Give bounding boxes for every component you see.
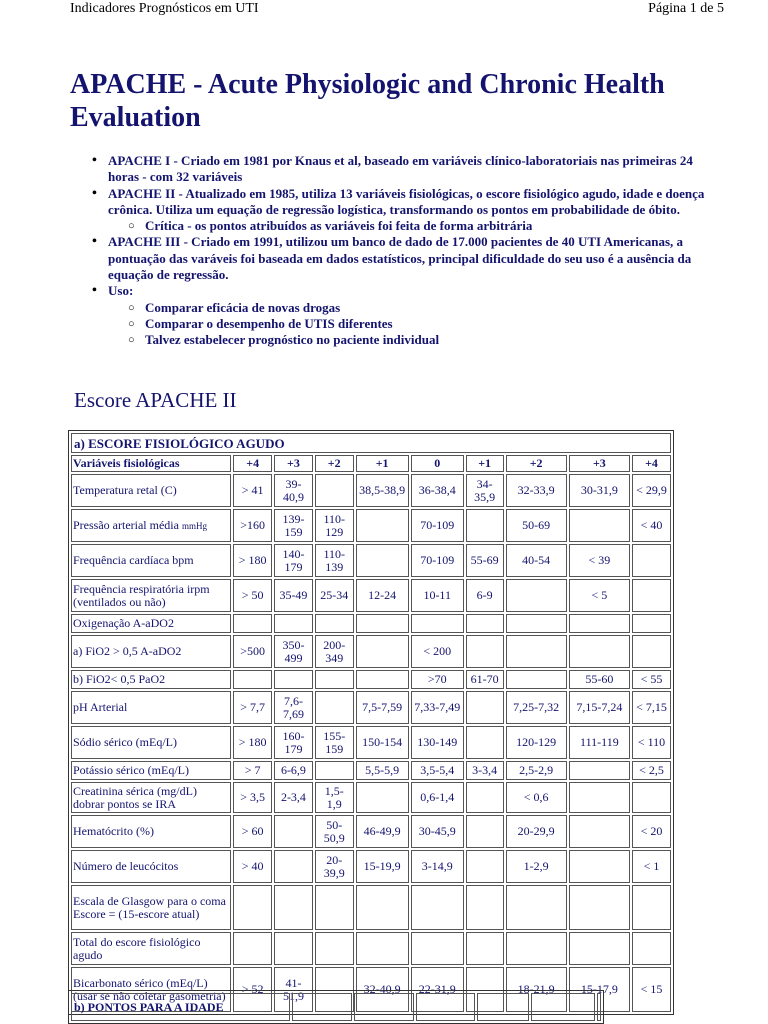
header-page-number: Página 1 de 5 <box>648 1 724 16</box>
column-header-points: +4 <box>233 455 272 472</box>
score-range-cell: 7,25-7,32 <box>506 691 567 724</box>
score-range-cell: 6-6,9 <box>274 761 313 780</box>
sub-list-item <box>128 316 712 332</box>
score-range-cell: < 110 <box>632 726 671 759</box>
score-range-cell <box>466 691 504 724</box>
score-range-cell: < 39 <box>569 544 630 577</box>
score-range-cell <box>233 670 272 689</box>
variable-label-text: Sódio sérico (mEq/L) <box>73 735 177 749</box>
score-range-cell: 30-31,9 <box>569 474 630 507</box>
score-range-cell: 155-159 <box>315 726 354 759</box>
score-range-cell: > 180 <box>233 544 272 577</box>
table-row <box>71 726 671 759</box>
variable-label-text: Hematócrito (%) <box>73 824 154 838</box>
score-range-cell <box>632 885 671 930</box>
score-range-cell: 55-60 <box>569 670 630 689</box>
score-range-cell: 20-39,9 <box>315 850 354 883</box>
variable-label-text: Oxigenação A-aDO2 <box>73 616 174 630</box>
score-range-cell <box>506 579 567 612</box>
score-range-cell <box>411 614 464 633</box>
score-range-cell: 35-49 <box>274 579 313 612</box>
score-range-cell: 34-35,9 <box>466 474 504 507</box>
score-range-cell: < 29,9 <box>632 474 671 507</box>
score-range-cell: 10-11 <box>411 579 464 612</box>
score-range-cell <box>569 815 630 848</box>
score-range-cell <box>411 885 464 930</box>
score-range-cell <box>233 614 272 633</box>
score-range-cell: 2,5-2,9 <box>506 761 567 780</box>
score-range-cell <box>506 932 567 965</box>
score-range-cell: 150-154 <box>356 726 409 759</box>
sub-bullet-text: Comparar eficácia de novas drogas <box>145 299 341 315</box>
score-range-cell: < 200 <box>411 635 464 668</box>
score-range-cell: < 40 <box>632 509 671 542</box>
score-range-cell <box>233 885 272 930</box>
score-range-cell <box>569 782 630 813</box>
score-range-cell: 50-69 <box>506 509 567 542</box>
score-range-cell <box>274 932 313 965</box>
variable-label-text: Potássio sérico (mEq/L) <box>73 763 189 777</box>
bullet-text: Uso: <box>108 283 134 299</box>
score-range-cell <box>632 782 671 813</box>
score-range-cell <box>274 850 313 883</box>
bullet-text: APACHE II - Atualizado em 1985, utiliza 13 variáveis fisiológicas, o escore fisiológico agudo, idade e doença crônica. Utiliza um equação de regressão logística, transformando os pontos em probabilidade de óbito. <box>108 185 705 217</box>
score-range-cell: 0,6-1,4 <box>411 782 464 813</box>
score-range-cell: > 60 <box>233 815 272 848</box>
page-title: APACHE - Acute Physiologic and Chronic Health Evaluation <box>70 69 665 133</box>
score-range-cell <box>506 885 567 930</box>
score-range-cell: 350-499 <box>274 635 313 668</box>
score-range-cell <box>356 670 409 689</box>
score-range-cell <box>632 635 671 668</box>
score-range-cell <box>506 635 567 668</box>
table-row <box>71 614 671 633</box>
column-header-points: +1 <box>356 455 409 472</box>
variable-label-text: Frequência cardíaca bpm <box>73 553 194 567</box>
score-range-cell: > 7 <box>233 761 272 780</box>
score-range-cell <box>315 885 354 930</box>
list-item <box>92 153 712 186</box>
score-range-cell <box>632 614 671 633</box>
table-cell <box>597 993 601 1021</box>
variable-label-text: Pressão arterial média <box>73 517 182 532</box>
table-row <box>71 509 671 542</box>
variable-label <box>71 614 231 633</box>
variable-label-text: Bicarbonato sérico (mEq/L) (usar se não coletar gasometria) <box>73 975 226 1003</box>
score-range-cell: 3-14,9 <box>411 850 464 883</box>
score-range-cell <box>569 614 630 633</box>
table-section-row <box>71 433 671 453</box>
variable-label <box>71 885 231 930</box>
variable-label <box>71 932 231 965</box>
section-b-heading: b) PONTOS PARA A IDADE <box>71 993 290 1021</box>
score-range-cell: 41-51,9 <box>274 967 313 1012</box>
score-range-cell <box>466 782 504 813</box>
score-range-cell <box>315 670 354 689</box>
score-range-cell: 110-139 <box>315 544 354 577</box>
score-range-cell <box>569 761 630 780</box>
score-range-cell: > 40 <box>233 850 272 883</box>
score-range-cell: < 15 <box>632 967 671 1012</box>
score-range-cell <box>315 932 354 965</box>
score-range-cell: 18-21,9 <box>506 967 567 1012</box>
table-row <box>71 635 671 668</box>
table-row <box>71 885 671 930</box>
score-range-cell <box>466 726 504 759</box>
score-range-cell: 3,5-5,4 <box>411 761 464 780</box>
variable-label <box>71 761 231 780</box>
sub-list-item <box>128 300 712 316</box>
table-row <box>71 932 671 965</box>
score-range-cell <box>356 932 409 965</box>
score-range-cell: > 7,7 <box>233 691 272 724</box>
score-range-cell <box>466 932 504 965</box>
variable-label-text: Escala de Glasgow para o coma Escore = (15-escore atual) <box>73 893 226 921</box>
variable-label <box>71 635 231 668</box>
score-range-cell <box>466 614 504 633</box>
score-range-cell: 7,5-7,59 <box>356 691 409 724</box>
score-range-cell: 25-34 <box>315 579 354 612</box>
score-range-cell: > 41 <box>233 474 272 507</box>
sub-bullet-text: Crítica - os pontos atribuídos as variáveis foi feita de forma arbitrária <box>145 218 533 234</box>
table-row <box>71 670 671 689</box>
score-range-cell <box>466 509 504 542</box>
variable-label-text: pH Arterial <box>73 700 128 714</box>
column-header-points: +3 <box>569 455 630 472</box>
variable-unit: mmHg <box>181 520 207 531</box>
table-row <box>71 850 671 883</box>
table-cell <box>354 993 414 1021</box>
score-range-cell <box>356 782 409 813</box>
score-range-cell <box>356 635 409 668</box>
score-range-cell: < 5 <box>569 579 630 612</box>
score-range-cell: > 180 <box>233 726 272 759</box>
score-range-cell <box>274 885 313 930</box>
variable-label <box>71 691 231 724</box>
score-range-cell <box>506 614 567 633</box>
table-header-row <box>71 455 671 472</box>
variable-label-text: Creatinina sérica (mg/dL) dobrar pontos se IRA <box>73 783 197 811</box>
score-range-cell: 30-45,9 <box>411 815 464 848</box>
score-range-cell: < 0,6 <box>506 782 567 813</box>
score-range-cell: < 2,5 <box>632 761 671 780</box>
table-row <box>71 761 671 780</box>
score-range-cell <box>569 850 630 883</box>
score-range-cell: 38,5-38,9 <box>356 474 409 507</box>
column-header-points: +2 <box>506 455 567 472</box>
score-range-cell: > 3,5 <box>233 782 272 813</box>
apache-ii-score-table <box>68 430 674 1015</box>
score-range-cell <box>274 815 313 848</box>
table-row <box>71 782 671 813</box>
score-range-cell <box>466 815 504 848</box>
table-cell <box>477 993 529 1021</box>
sub-bullet-text: Talvez estabelecer prognóstico no paciente individual <box>145 332 440 348</box>
score-range-cell: 15-19,9 <box>356 850 409 883</box>
score-range-cell: 2-3,4 <box>274 782 313 813</box>
variable-label-text: Frequência respiratória irpm (ventilados ou não) <box>73 581 210 609</box>
score-range-cell <box>466 635 504 668</box>
score-range-cell: > 52 <box>233 967 272 1012</box>
score-range-cell: 1-2,9 <box>506 850 567 883</box>
score-range-cell: 32-33,9 <box>506 474 567 507</box>
column-header-variables: Variáveis fisiológicas <box>71 455 231 472</box>
apache-bullet-list <box>92 153 712 349</box>
score-range-cell <box>274 614 313 633</box>
variable-label-text: b) FiO2< 0,5 PaO2 <box>73 672 166 686</box>
score-range-cell <box>274 670 313 689</box>
score-range-cell <box>315 614 354 633</box>
sub-list-item <box>128 218 712 234</box>
score-range-cell: 70-109 <box>411 544 464 577</box>
variable-label <box>71 850 231 883</box>
variable-label-text: a) FiO2 > 0,5 A-aDO2 <box>73 644 182 658</box>
column-header-points: 0 <box>411 455 464 472</box>
score-range-cell <box>632 932 671 965</box>
score-range-cell: 200-349 <box>315 635 354 668</box>
column-header-points: +3 <box>274 455 313 472</box>
score-range-cell: 7,15-7,24 <box>569 691 630 724</box>
table-cell <box>531 993 595 1021</box>
score-range-cell: 5,5-5,9 <box>356 761 409 780</box>
variable-label <box>71 815 231 848</box>
score-range-cell <box>356 544 409 577</box>
score-range-cell: >500 <box>233 635 272 668</box>
column-header-points: +2 <box>315 455 354 472</box>
score-range-cell: 130-149 <box>411 726 464 759</box>
score-range-cell: 20-29,9 <box>506 815 567 848</box>
variable-label-text: Temperatura retal (C) <box>73 483 177 497</box>
score-range-cell <box>569 885 630 930</box>
score-range-cell: >70 <box>411 670 464 689</box>
score-range-cell <box>233 932 272 965</box>
variable-label <box>71 782 231 813</box>
score-range-cell: 22-31,9 <box>411 967 464 1012</box>
score-range-cell: 46-49,9 <box>356 815 409 848</box>
score-range-cell: 70-109 <box>411 509 464 542</box>
score-range-cell: 36-38,4 <box>411 474 464 507</box>
variable-label <box>71 509 231 542</box>
section-a-heading: a) ESCORE FISIOLÓGICO AGUDO <box>71 433 671 453</box>
score-range-cell: 40-54 <box>506 544 567 577</box>
score-range-cell <box>506 670 567 689</box>
variable-label <box>71 474 231 507</box>
score-range-cell: < 1 <box>632 850 671 883</box>
column-header-points: +4 <box>632 455 671 472</box>
score-range-cell: 32-40,9 <box>356 967 409 1012</box>
variable-label <box>71 670 231 689</box>
score-range-cell: 15-17,9 <box>569 967 630 1012</box>
score-range-cell: < 55 <box>632 670 671 689</box>
score-range-cell: 12-24 <box>356 579 409 612</box>
variable-label-text: Total do escore fisiológico agudo <box>73 934 201 962</box>
score-range-cell <box>569 635 630 668</box>
score-range-cell: >160 <box>233 509 272 542</box>
score-range-cell <box>632 579 671 612</box>
score-range-cell <box>356 614 409 633</box>
section-title: Escore APACHE II <box>74 388 237 412</box>
score-range-cell: < 20 <box>632 815 671 848</box>
score-range-cell <box>315 691 354 724</box>
bullet-text: APACHE I - Criado em 1981 por Knaus et al, baseado em variáveis clínico-laboratoriais nas primeiras 24 horas - com 32 variáveis <box>108 153 693 185</box>
score-range-cell <box>632 544 671 577</box>
score-range-cell <box>569 509 630 542</box>
score-range-cell: 110-129 <box>315 509 354 542</box>
table-row <box>71 544 671 577</box>
header-doc-title: Indicadores Prognósticos em UTI <box>70 1 259 16</box>
score-range-cell <box>411 932 464 965</box>
table-cell <box>416 993 476 1021</box>
sub-bullet-text: Comparar o desempenho de UTIS diferentes <box>145 315 393 331</box>
score-range-cell: 55-69 <box>466 544 504 577</box>
score-range-cell: 139-159 <box>274 509 313 542</box>
bullet-text: APACHE III - Criado em 1991, utilizou um banco de dado de 17.000 pacientes de 40 UTI Americanas, a pontuação das varáveis foi baseada em dados estatísticos, principal dificuldade do seu uso é a ausência da equação de regressão. <box>108 234 692 283</box>
table-row <box>71 579 671 612</box>
list-item <box>92 234 712 283</box>
score-range-cell: 120-129 <box>506 726 567 759</box>
score-range-cell: 3-3,4 <box>466 761 504 780</box>
score-range-cell <box>569 932 630 965</box>
age-points-table <box>68 990 604 1024</box>
list-item <box>92 186 712 235</box>
score-range-cell: > 50 <box>233 579 272 612</box>
score-range-cell: 1,5-1,9 <box>315 782 354 813</box>
column-header-points: +1 <box>466 455 504 472</box>
sub-list-item <box>128 332 712 348</box>
table-cell <box>292 993 352 1021</box>
score-range-cell <box>315 761 354 780</box>
score-range-cell: 7,6-7,69 <box>274 691 313 724</box>
variable-label <box>71 544 231 577</box>
score-range-cell: 7,33-7,49 <box>411 691 464 724</box>
score-range-cell: 111-119 <box>569 726 630 759</box>
score-range-cell: 6-9 <box>466 579 504 612</box>
variable-label <box>71 726 231 759</box>
page-header <box>0 0 768 20</box>
table-row <box>71 474 671 507</box>
table-row <box>71 691 671 724</box>
score-range-cell: 160-179 <box>274 726 313 759</box>
score-range-cell: 61-70 <box>466 670 504 689</box>
score-range-cell <box>466 885 504 930</box>
score-range-cell <box>356 885 409 930</box>
score-range-cell: 140-179 <box>274 544 313 577</box>
score-range-cell <box>315 474 354 507</box>
variable-label-text: Número de leucócitos <box>73 859 179 873</box>
score-range-cell <box>466 850 504 883</box>
score-range-cell: 50-50,9 <box>315 815 354 848</box>
variable-label <box>71 579 231 612</box>
score-range-cell: 39-40,9 <box>274 474 313 507</box>
score-range-cell: < 7,15 <box>632 691 671 724</box>
table-row <box>71 815 671 848</box>
list-item <box>92 283 712 348</box>
score-range-cell <box>356 509 409 542</box>
